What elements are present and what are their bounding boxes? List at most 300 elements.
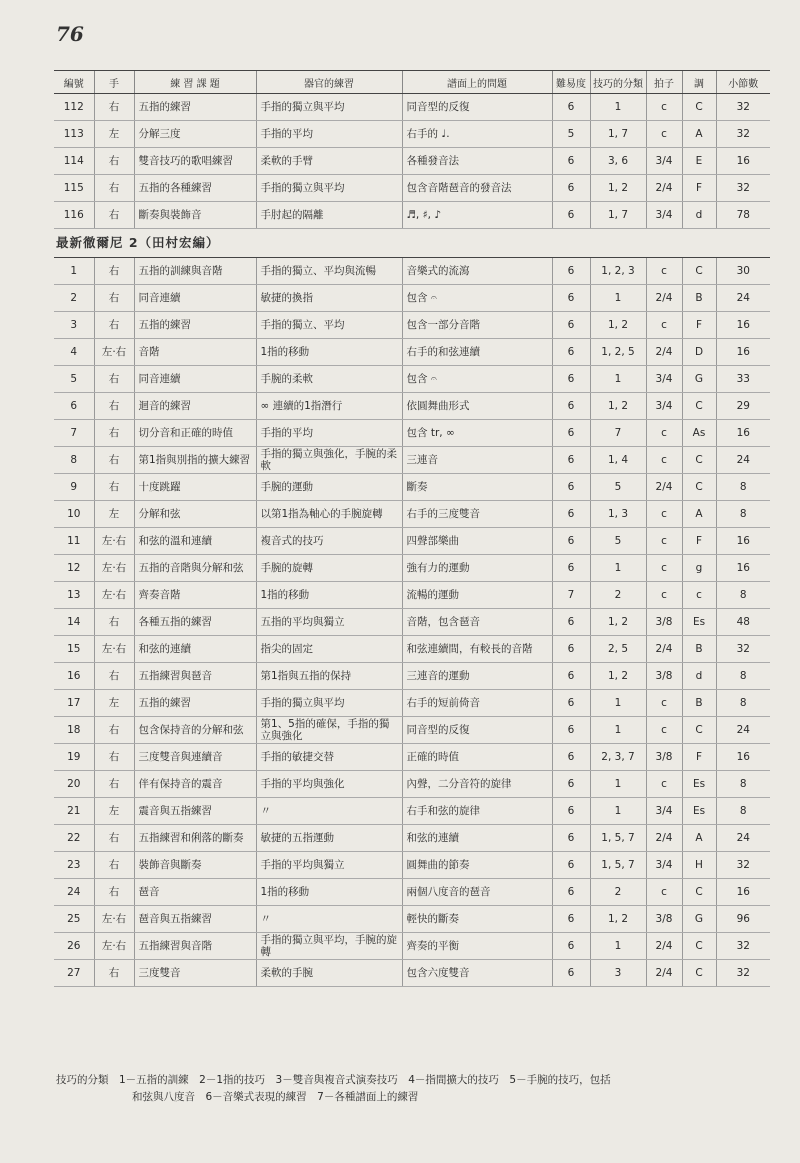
cell-number: 115: [54, 175, 94, 202]
cell-meter: c: [646, 771, 682, 798]
cell-meter: 3/8: [646, 663, 682, 690]
table-row: [54, 175, 770, 202]
cell-number: 7: [54, 420, 94, 447]
cell-key: C: [682, 94, 716, 121]
cell-number: 27: [54, 960, 94, 987]
cell-number: 19: [54, 744, 94, 771]
cell-hand: 右: [94, 447, 134, 474]
table-row: [54, 717, 770, 744]
cell-bars: 16: [716, 879, 770, 906]
table-row: [54, 474, 770, 501]
cell-difficulty: 6: [552, 825, 590, 852]
cell-difficulty: 6: [552, 393, 590, 420]
cell-number: 22: [54, 825, 94, 852]
cell-score-problem: 包含音階琶音的發音法: [402, 175, 552, 202]
section-heading-body: [54, 229, 770, 258]
cell-technique: 1, 2: [590, 175, 646, 202]
cell-hand: 左·右: [94, 555, 134, 582]
cell-difficulty: 6: [552, 879, 590, 906]
cell-meter: 2/4: [646, 339, 682, 366]
cell-difficulty: 6: [552, 94, 590, 121]
cell-difficulty: 6: [552, 663, 590, 690]
cell-score-problem: 兩個八度音的琶音: [402, 879, 552, 906]
cell-key: F: [682, 312, 716, 339]
table-row: [54, 312, 770, 339]
cell-technique: 1: [590, 555, 646, 582]
cell-number: 18: [54, 717, 94, 744]
cell-bars: 8: [716, 771, 770, 798]
cell-difficulty: 6: [552, 175, 590, 202]
cell-key: G: [682, 906, 716, 933]
cell-score-problem: 包含一部分音階: [402, 312, 552, 339]
cell-organ-exercise: 柔軟的手臂: [256, 148, 402, 175]
cell-organ-exercise: 手腕的旋轉: [256, 555, 402, 582]
cell-meter: c: [646, 555, 682, 582]
cell-meter: 3/8: [646, 744, 682, 771]
cell-meter: 2/4: [646, 175, 682, 202]
cell-topic: 斷奏與裝飾音: [134, 202, 256, 229]
cell-technique: 1: [590, 366, 646, 393]
cell-bars: 32: [716, 121, 770, 148]
cell-difficulty: 6: [552, 285, 590, 312]
cell-technique: 1, 2: [590, 312, 646, 339]
cell-number: 114: [54, 148, 94, 175]
cell-difficulty: 6: [552, 528, 590, 555]
cell-score-problem: 依圓舞曲形式: [402, 393, 552, 420]
cell-bars: 16: [716, 420, 770, 447]
cell-number: 13: [54, 582, 94, 609]
cell-organ-exercise: 手腕的運動: [256, 474, 402, 501]
cell-score-problem: 包含 tr, ∞: [402, 420, 552, 447]
cell-meter: c: [646, 94, 682, 121]
cell-hand: 左: [94, 798, 134, 825]
cell-number: 25: [54, 906, 94, 933]
table-body-part-a: [54, 94, 770, 229]
section-title: 最新徹爾尼 2（田村宏編）: [54, 229, 770, 258]
cell-key: A: [682, 825, 716, 852]
cell-technique: 2: [590, 582, 646, 609]
cell-key: c: [682, 582, 716, 609]
cell-topic: 五指的練習: [134, 312, 256, 339]
cell-organ-exercise: 手指的平均與獨立: [256, 852, 402, 879]
cell-key: C: [682, 933, 716, 960]
cell-topic: 三度雙音: [134, 960, 256, 987]
table-row: [54, 121, 770, 148]
cell-hand: 右: [94, 609, 134, 636]
cell-bars: 78: [716, 202, 770, 229]
cell-technique: 5: [590, 528, 646, 555]
cell-difficulty: 6: [552, 717, 590, 744]
cell-meter: 3/4: [646, 852, 682, 879]
cell-technique: 1: [590, 798, 646, 825]
table-row: [54, 852, 770, 879]
cell-organ-exercise: 手指的平均: [256, 121, 402, 148]
cell-organ-exercise: 1指的移動: [256, 879, 402, 906]
cell-technique: 2, 3, 7: [590, 744, 646, 771]
cell-bars: 8: [716, 663, 770, 690]
cell-number: 12: [54, 555, 94, 582]
cell-score-problem: 內聲，二分音符的旋律: [402, 771, 552, 798]
cell-score-problem: 齊奏的平衡: [402, 933, 552, 960]
cell-meter: 2/4: [646, 825, 682, 852]
cell-technique: 1, 2, 5: [590, 339, 646, 366]
header-cell: 小節數: [716, 71, 770, 94]
header-cell: 譜面上的問題: [402, 71, 552, 94]
cell-meter: 2/4: [646, 960, 682, 987]
cell-technique: 1, 4: [590, 447, 646, 474]
cell-technique: 1, 7: [590, 121, 646, 148]
cell-key: E: [682, 148, 716, 175]
footnote: [56, 1072, 772, 1106]
cell-score-problem: 包含六度雙音: [402, 960, 552, 987]
cell-key: C: [682, 879, 716, 906]
cell-hand: 右: [94, 393, 134, 420]
table-row: [54, 825, 770, 852]
cell-organ-exercise: 以第1指為軸心的手腕旋轉: [256, 501, 402, 528]
cell-number: 16: [54, 663, 94, 690]
cell-number: 9: [54, 474, 94, 501]
cell-difficulty: 6: [552, 636, 590, 663]
cell-number: 112: [54, 94, 94, 121]
cell-difficulty: 7: [552, 582, 590, 609]
cell-topic: 五指的練習: [134, 690, 256, 717]
cell-bars: 30: [716, 258, 770, 285]
cell-bars: 8: [716, 798, 770, 825]
cell-bars: 16: [716, 148, 770, 175]
table-row: [54, 744, 770, 771]
cell-meter: 3/4: [646, 393, 682, 420]
cell-technique: 3: [590, 960, 646, 987]
cell-key: C: [682, 960, 716, 987]
cell-hand: 右: [94, 285, 134, 312]
cell-topic: 震音與五指練習: [134, 798, 256, 825]
cell-meter: c: [646, 312, 682, 339]
cell-hand: 右: [94, 94, 134, 121]
header-cell: 手: [94, 71, 134, 94]
cell-difficulty: 6: [552, 852, 590, 879]
cell-organ-exercise: 手腕的柔軟: [256, 366, 402, 393]
cell-technique: 2: [590, 879, 646, 906]
cell-organ-exercise: 手指的獨立與平均: [256, 94, 402, 121]
cell-key: C: [682, 717, 716, 744]
cell-score-problem: 右手的 ♩.: [402, 121, 552, 148]
cell-score-problem: 音樂式的流瀉: [402, 258, 552, 285]
cell-organ-exercise: 1指的移動: [256, 582, 402, 609]
cell-number: 6: [54, 393, 94, 420]
cell-organ-exercise: 手指的獨立與強化，手腕的柔軟: [256, 447, 402, 474]
cell-meter: 3/8: [646, 906, 682, 933]
cell-difficulty: 6: [552, 148, 590, 175]
cell-topic: 切分音和正確的時值: [134, 420, 256, 447]
cell-bars: 32: [716, 960, 770, 987]
cell-hand: 左: [94, 501, 134, 528]
cell-topic: 音階: [134, 339, 256, 366]
cell-organ-exercise: 柔軟的手腕: [256, 960, 402, 987]
cell-number: 24: [54, 879, 94, 906]
cell-technique: 1, 2: [590, 393, 646, 420]
cell-key: G: [682, 366, 716, 393]
cell-score-problem: 右手的和弦連續: [402, 339, 552, 366]
cell-topic: 十度跳躍: [134, 474, 256, 501]
table-row: [54, 202, 770, 229]
cell-score-problem: 同音型的反復: [402, 94, 552, 121]
table-row: [54, 636, 770, 663]
cell-organ-exercise: 第1指與五指的保持: [256, 663, 402, 690]
exercise-table: [54, 70, 770, 987]
cell-difficulty: 6: [552, 690, 590, 717]
footnote-line: 和弦與八度音 6－音樂式表現的練習 7－各種譜面上的練習: [132, 1091, 419, 1103]
table-row: [54, 906, 770, 933]
cell-bars: 24: [716, 825, 770, 852]
cell-meter: c: [646, 501, 682, 528]
cell-difficulty: 6: [552, 202, 590, 229]
cell-technique: 1: [590, 285, 646, 312]
cell-key: B: [682, 690, 716, 717]
cell-score-problem: 圓舞曲的節奏: [402, 852, 552, 879]
cell-organ-exercise: 手指的獨立、平均: [256, 312, 402, 339]
cell-number: 8: [54, 447, 94, 474]
page-number: 76: [56, 22, 84, 46]
cell-topic: 雙音技巧的歌唱練習: [134, 148, 256, 175]
cell-technique: 1: [590, 94, 646, 121]
cell-organ-exercise: 複音式的技巧: [256, 528, 402, 555]
cell-score-problem: 各種發音法: [402, 148, 552, 175]
cell-key: C: [682, 258, 716, 285]
cell-key: Es: [682, 609, 716, 636]
cell-difficulty: 6: [552, 339, 590, 366]
table-row: [54, 879, 770, 906]
cell-difficulty: 5: [552, 121, 590, 148]
table-row: [54, 663, 770, 690]
cell-bars: 16: [716, 744, 770, 771]
cell-topic: 五指的音階與分解和弦: [134, 555, 256, 582]
cell-difficulty: 6: [552, 258, 590, 285]
cell-technique: 1, 2: [590, 609, 646, 636]
cell-score-problem: 正確的時值: [402, 744, 552, 771]
table-row: [54, 609, 770, 636]
cell-technique: 1: [590, 771, 646, 798]
cell-number: 15: [54, 636, 94, 663]
cell-bars: 8: [716, 501, 770, 528]
cell-hand: 左·右: [94, 933, 134, 960]
cell-score-problem: 同音型的反復: [402, 717, 552, 744]
cell-topic: 琶音與五指練習: [134, 906, 256, 933]
cell-number: 20: [54, 771, 94, 798]
cell-bars: 48: [716, 609, 770, 636]
cell-topic: 第1指與別指的擴大練習: [134, 447, 256, 474]
cell-bars: 16: [716, 312, 770, 339]
cell-meter: c: [646, 420, 682, 447]
cell-bars: 29: [716, 393, 770, 420]
cell-hand: 右: [94, 258, 134, 285]
table-row: [54, 447, 770, 474]
cell-key: d: [682, 202, 716, 229]
cell-score-problem: 右手的短前倚音: [402, 690, 552, 717]
cell-technique: 1, 2, 3: [590, 258, 646, 285]
cell-difficulty: 6: [552, 744, 590, 771]
cell-key: C: [682, 447, 716, 474]
cell-organ-exercise: 手指的平均: [256, 420, 402, 447]
table-header-row: [54, 71, 770, 94]
cell-technique: 2, 5: [590, 636, 646, 663]
cell-score-problem: 輕快的斷奏: [402, 906, 552, 933]
cell-technique: 5: [590, 474, 646, 501]
cell-meter: c: [646, 582, 682, 609]
cell-organ-exercise: 手指的獨立、平均與流暢: [256, 258, 402, 285]
header-cell: 器官的練習: [256, 71, 402, 94]
cell-hand: 右: [94, 474, 134, 501]
cell-topic: 五指練習與琶音: [134, 663, 256, 690]
table-row: [54, 393, 770, 420]
cell-key: B: [682, 636, 716, 663]
cell-bars: 32: [716, 175, 770, 202]
cell-topic: 各種五指的練習: [134, 609, 256, 636]
table-row: [54, 420, 770, 447]
cell-bars: 24: [716, 285, 770, 312]
cell-bars: 32: [716, 636, 770, 663]
header-cell: 練 習 課 題: [134, 71, 256, 94]
cell-meter: c: [646, 528, 682, 555]
cell-organ-exercise: ∞ 連續的1指潛行: [256, 393, 402, 420]
cell-organ-exercise: 手指的獨立與平均，手腕的旋轉: [256, 933, 402, 960]
footnote-line: 技巧的分類 1－五指的訓練 2－1指的技巧 3－雙音與複音式演奏技巧 4－指間擴大的技巧 5－手腕的技巧，包括: [56, 1074, 611, 1086]
cell-topic: 五指練習和俐落的斷奏: [134, 825, 256, 852]
cell-hand: 右: [94, 148, 134, 175]
cell-number: 5: [54, 366, 94, 393]
cell-difficulty: 6: [552, 906, 590, 933]
cell-key: Es: [682, 798, 716, 825]
cell-organ-exercise: 1指的移動: [256, 339, 402, 366]
cell-score-problem: 和弦連續間，有較長的音階: [402, 636, 552, 663]
cell-meter: 2/4: [646, 933, 682, 960]
cell-organ-exercise: 手指的平均與強化: [256, 771, 402, 798]
cell-hand: 左: [94, 690, 134, 717]
header-cell: 拍子: [646, 71, 682, 94]
cell-meter: 3/4: [646, 202, 682, 229]
cell-meter: c: [646, 717, 682, 744]
cell-topic: 三度雙音與連續音: [134, 744, 256, 771]
cell-score-problem: 和弦的連續: [402, 825, 552, 852]
cell-topic: 裝飾音與斷奏: [134, 852, 256, 879]
cell-meter: 3/8: [646, 609, 682, 636]
cell-hand: 右: [94, 744, 134, 771]
cell-organ-exercise: 手指的獨立與平均: [256, 175, 402, 202]
cell-score-problem: 音階，包含琶音: [402, 609, 552, 636]
cell-hand: 右: [94, 879, 134, 906]
cell-topic: 五指的各種練習: [134, 175, 256, 202]
cell-score-problem: 斷奏: [402, 474, 552, 501]
cell-hand: 右: [94, 663, 134, 690]
table-row: [54, 582, 770, 609]
cell-meter: c: [646, 879, 682, 906]
header-cell: 技巧的分類: [590, 71, 646, 94]
cell-bars: 32: [716, 933, 770, 960]
table-row: [54, 555, 770, 582]
cell-number: 10: [54, 501, 94, 528]
cell-technique: 1: [590, 690, 646, 717]
cell-score-problem: ♬, ♯, ♪: [402, 202, 552, 229]
table-row: [54, 339, 770, 366]
cell-key: g: [682, 555, 716, 582]
cell-key: d: [682, 663, 716, 690]
cell-score-problem: 包含 𝄐: [402, 285, 552, 312]
cell-organ-exercise: 第1、5指的確保，手指的獨立與強化: [256, 717, 402, 744]
table-row: [54, 798, 770, 825]
cell-hand: 右: [94, 771, 134, 798]
cell-organ-exercise: 手肘起的隔離: [256, 202, 402, 229]
cell-technique: 1, 5, 7: [590, 825, 646, 852]
cell-organ-exercise: 敏捷的換指: [256, 285, 402, 312]
cell-difficulty: 6: [552, 447, 590, 474]
cell-topic: 迴音的練習: [134, 393, 256, 420]
table-row: [54, 285, 770, 312]
cell-technique: 3, 6: [590, 148, 646, 175]
cell-key: As: [682, 420, 716, 447]
cell-number: 4: [54, 339, 94, 366]
cell-bars: 33: [716, 366, 770, 393]
cell-bars: 96: [716, 906, 770, 933]
cell-difficulty: 6: [552, 960, 590, 987]
cell-bars: 16: [716, 528, 770, 555]
cell-difficulty: 6: [552, 609, 590, 636]
cell-difficulty: 6: [552, 420, 590, 447]
table-row: [54, 94, 770, 121]
cell-meter: 2/4: [646, 636, 682, 663]
cell-number: 11: [54, 528, 94, 555]
cell-topic: 五指的訓練與音階: [134, 258, 256, 285]
cell-number: 2: [54, 285, 94, 312]
table-row: [54, 690, 770, 717]
cell-hand: 右: [94, 960, 134, 987]
cell-organ-exercise: 敏捷的五指運動: [256, 825, 402, 852]
table-row: [54, 771, 770, 798]
cell-score-problem: 流暢的運動: [402, 582, 552, 609]
cell-number: 26: [54, 933, 94, 960]
cell-bars: 8: [716, 690, 770, 717]
cell-bars: 8: [716, 582, 770, 609]
cell-meter: c: [646, 690, 682, 717]
cell-difficulty: 6: [552, 933, 590, 960]
cell-difficulty: 6: [552, 366, 590, 393]
cell-organ-exercise: 指尖的固定: [256, 636, 402, 663]
cell-key: H: [682, 852, 716, 879]
cell-score-problem: 三連音的運動: [402, 663, 552, 690]
cell-topic: 五指練習與音階: [134, 933, 256, 960]
table-row: [54, 148, 770, 175]
cell-hand: 左·右: [94, 636, 134, 663]
cell-difficulty: 6: [552, 312, 590, 339]
cell-meter: 3/4: [646, 366, 682, 393]
cell-hand: 左·右: [94, 582, 134, 609]
table-row: [54, 528, 770, 555]
cell-difficulty: 6: [552, 555, 590, 582]
table-row: [54, 933, 770, 960]
cell-hand: 右: [94, 366, 134, 393]
cell-hand: 右: [94, 717, 134, 744]
cell-score-problem: 強有力的運動: [402, 555, 552, 582]
table-row: [54, 960, 770, 987]
cell-hand: 右: [94, 175, 134, 202]
cell-key: Es: [682, 771, 716, 798]
cell-number: 113: [54, 121, 94, 148]
cell-bars: 8: [716, 474, 770, 501]
cell-topic: 同音連續: [134, 285, 256, 312]
table-body-part-b: [54, 258, 770, 987]
cell-bars: 32: [716, 852, 770, 879]
cell-key: C: [682, 393, 716, 420]
cell-number: 14: [54, 609, 94, 636]
cell-key: B: [682, 285, 716, 312]
